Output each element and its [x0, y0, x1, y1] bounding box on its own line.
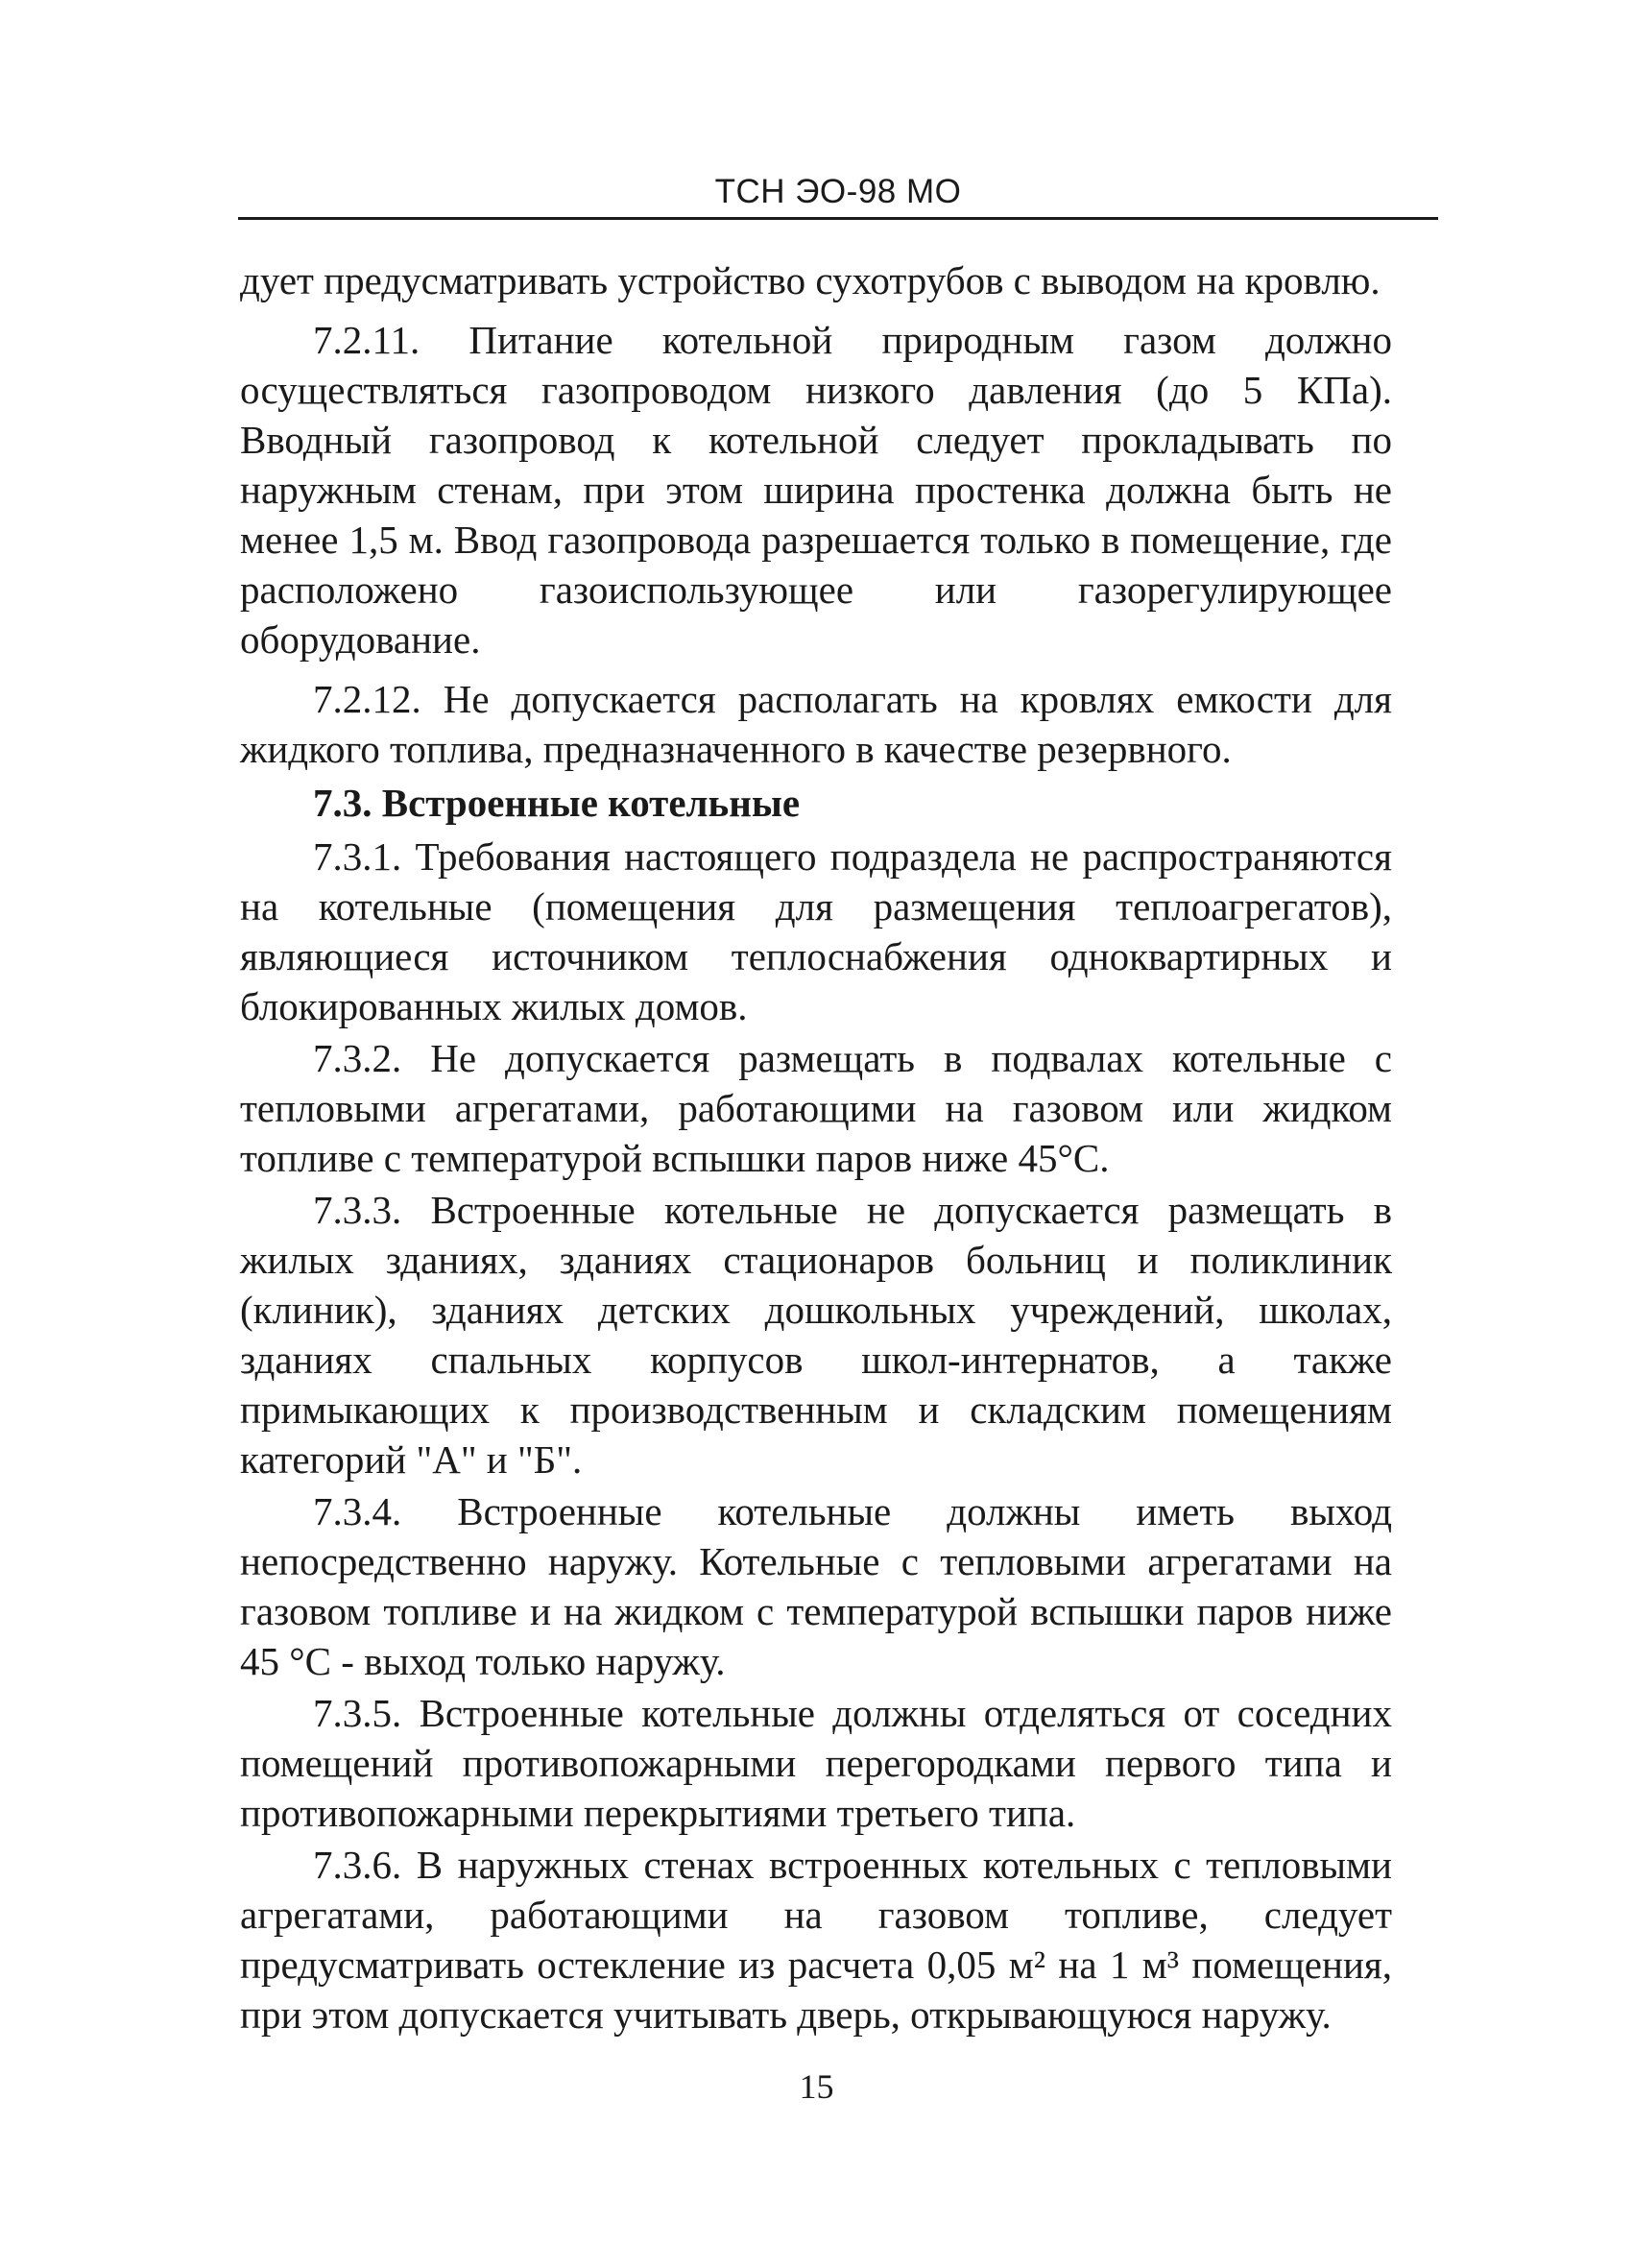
paragraph-7-3-2: 7.3.2. Не допускается размещать в подвалах котельные с тепловыми агрегатами, работающими на газовом или жидком топливе с температурой вспышки паров ниже 45°С. [240, 1036, 1392, 1180]
paragraph-7-2-11: 7.2.11. Питание котельной природным газом должно осуществляться газопроводом низкого давления (до 5 КПа). Вводный газопровод к котельной следует прокладывать по наружным стенам, при этом ширина простенка должна быть не менее 1,5 м. Ввод газопровода разрешается только в помещение, где расположено газоиспользующее или газорегулирующее оборудование. [240, 318, 1392, 662]
paragraph-7-3-4: 7.3.4. Встроенные котельные должны иметь выход непосредственно наружу. Котельные с тепловыми агрегатами на газовом топливе и на жидком с температурой вспышки паров ниже 45 °С - выход только наружу. [240, 1489, 1392, 1683]
paragraph-continuation: дует предусматривать устройство сухотрубов с выводом на кровлю. [240, 258, 1381, 302]
paragraph-7-3-5: 7.3.5. Встроенные котельные должны отделяться от соседних помещений противопожарными перегородками первого типа и противопожарными перекрытиями третьего типа. [240, 1691, 1392, 1835]
running-header [238, 165, 1438, 223]
page-body [240, 255, 1392, 2041]
paragraph-7-2-12: 7.2.12. Не допускается располагать на кровлях емкости для жидкого топлива, предназначенного в качестве резервного. [240, 677, 1392, 771]
paragraph-7-3-3: 7.3.3. Встроенные котельные не допускается размещать в жилых зданиях, зданиях стационаров больниц и поликлиник (клиник), зданиях детских дошкольных учреждений, школах, зданиях спальных корпусов школ-интернатов, а также примыкающих к производственным и складским помещениям категорий "А" и "Б". [240, 1188, 1392, 1482]
document-code: ТСН ЭО-98 МО [714, 173, 962, 210]
page-number: 15 [799, 2067, 834, 2106]
header-rule [238, 217, 1438, 220]
section-heading-7-3: 7.3. Встроенные котельные [313, 781, 801, 825]
paragraph-7-3-1: 7.3.1. Требования настоящего подраздела не распространяются на котельные (помещения для размещения теплоагрегатов), являющиеся источником теплоснабжения одноквартирных и блокированных жилых домов. [240, 834, 1392, 1028]
paragraph-7-3-6: 7.3.6. В наружных стенах встроенных котельных с тепловыми агрегатами, работающими на газовом топливе, следует предусматривать остекление из расчета 0,05 м² на 1 м³ помещения, при этом допускается учитывать дверь, открывающуюся наружу. [240, 1843, 1392, 2037]
